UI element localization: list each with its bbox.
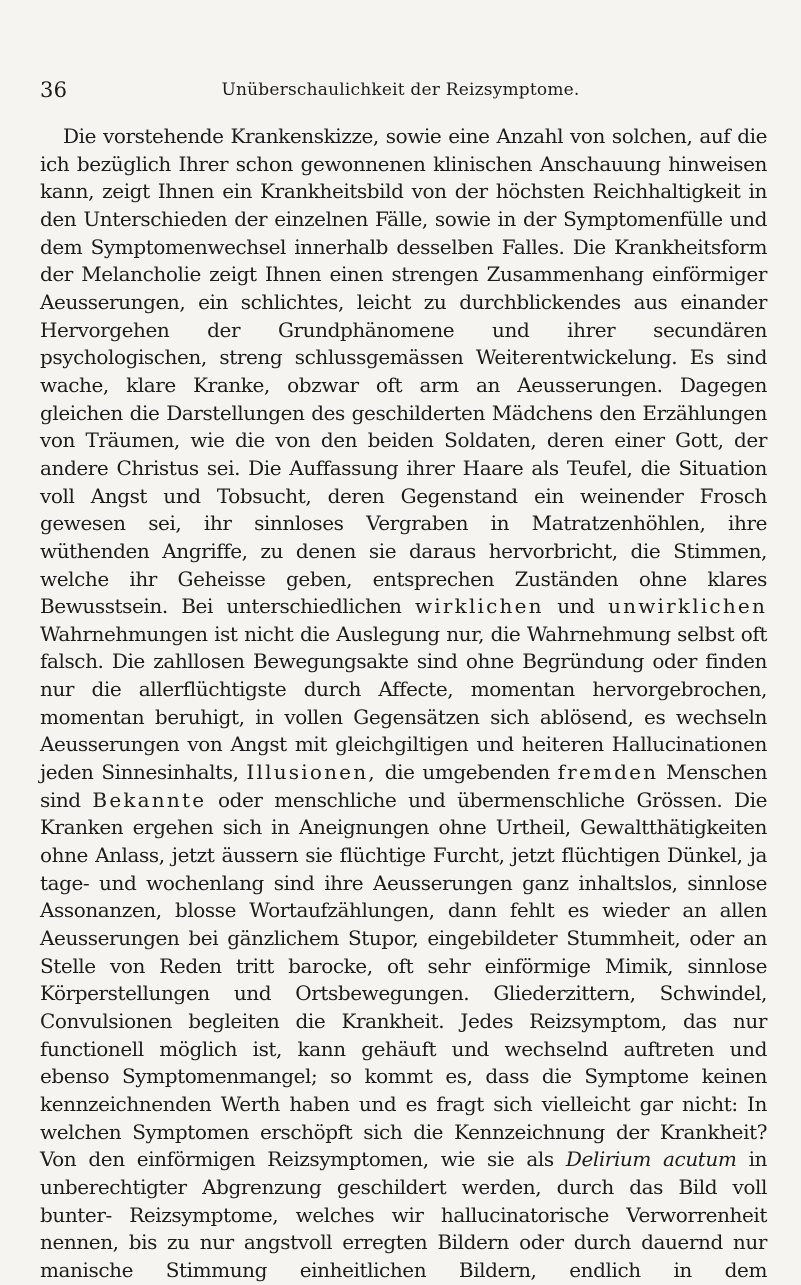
page-number: 36: [40, 78, 68, 102]
body-text-segment: Wahrnehmungen ist nicht die Auslegung nur, die Wahrnehmung selbst oft falsch. Die zahllosen Bewegungsakte sind ohne Begründung oder finden nur die allerflüchtigste durch Affecte, momentan hervorgebrochen, momentan beruhigt, in vollen Gegensätzen sich ablösend, es wechseln Aeusserungen von Angst mit gleichgiltigen und heiteren Hallucinationen jeden Sinnesinhalts,: [40, 621, 767, 785]
spaced-emphasis: Bekannte: [92, 787, 207, 812]
body-text-segment: die umgebenden: [384, 760, 550, 785]
body-text-segment: und: [557, 594, 595, 619]
spaced-emphasis: fremden: [557, 760, 659, 785]
body-text-segment: Die vorstehende Krankenskizze, sowie eine Anzahl von solchen, auf die ich bezüglich Ihrer schon gewonnenen klinischen Anschauung hinweisen kann, zeigt Ihnen ein Krankheitsbild von der höchsten Reichhaltigkeit in den Unterschieden der einzelnen Fälle, sowie in der Symptomenfülle und dem Symptomenwechsel innerhalb desselben Falles. Die Krankheitsform der Melancholie zeigt Ihnen einen strengen Zusammenhang einförmiger Aeusserungen, ein schlichtes, leicht zu durchblickendes aus einander Hervorgehen der Grundphänomene und ihrer secundären psychologischen, streng schlussgemässen Weiterentwickelung. Es sind wache, klare Kranke, obzwar oft arm an Aeusserungen. Dagegen gleichen die Darstellungen des geschilderten Mädchens den Erzählungen von Träumen, wie die von den beiden Soldaten, deren einer Gott, der andere Christus sei. Die Auffassung ihrer Haare als Teufel, die Situation voll Angst und Tobsucht, deren Gegenstand ein weinender Frosch gewesen sei, ihr sinnloses Vergraben in Matratzenhöhlen, ihre wüthenden Angriffe, zu denen sie daraus hervorbricht, die Stimmen, welche ihr Geheisse geben, entsprechen Zuständen ohne klares Bewusstsein. Bei unterschiedlichen: [40, 124, 767, 619]
spaced-emphasis: wirklichen: [414, 594, 544, 619]
italic-term: Delirium acutum: [565, 1147, 737, 1172]
body-text-segment: oder menschliche und übermenschliche Grössen. Die Kranken ergehen sich in Aneignungen ohne Urtheil, Gewaltthätigkeiten ohne Anlass, jetzt äussern sie flüchtige Furcht, jetzt flüchtigen Dünkel, ja tage- und wochenlang sind ihre Aeusserungen ganz inhaltslos, sinnlose Assonanzen, blosse Wortaufzählungen, dann fehlt es wieder an allen Aeusserungen bei gänzlichem Stupor, eingebildeter Stummheit, oder an Stelle von Reden tritt barocke, oft sehr einförmige Mimik, sinnlose Körperstellungen und Ortsbewegungen. Gliederzittern, Schwindel, Convulsionen begleiten die Krankheit. Jedes Reizsymptom, das nur functionell möglich ist, kann gehäuft und wechselnd auftreten und ebenso Symptomenmangel; so kommt es, dass die Symptome keinen kennzeichnenden Werth haben und es fragt sich vielleicht gar nicht: In welchen Symptomen erschöpft sich die Kennzeichnung der Krankheit? Von den einförmigen Reizsymptomen, wie sie als: [40, 787, 768, 1172]
page-header: [40, 78, 761, 106]
body-text-segment: in unberechtigter Abgrenzung geschildert werden, durch das Bild voll bunter- Reizsymptome, welches wir hallucinatorische Verworrenheit nennen, bis zu nur angstvoll erregten Bildern oder durch dauernd nur manische Stimmung einheitlichen Bildern, endlich in dem: [40, 1147, 767, 1282]
body-text-segment: Menschen sind: [40, 760, 768, 812]
running-head: Unüberschaulichkeit der Reizsymptome.: [221, 80, 580, 100]
spaced-emphasis: Illusionen,: [246, 760, 377, 785]
spaced-emphasis: unwirklichen: [608, 594, 768, 619]
body-paragraph: [40, 123, 767, 1285]
